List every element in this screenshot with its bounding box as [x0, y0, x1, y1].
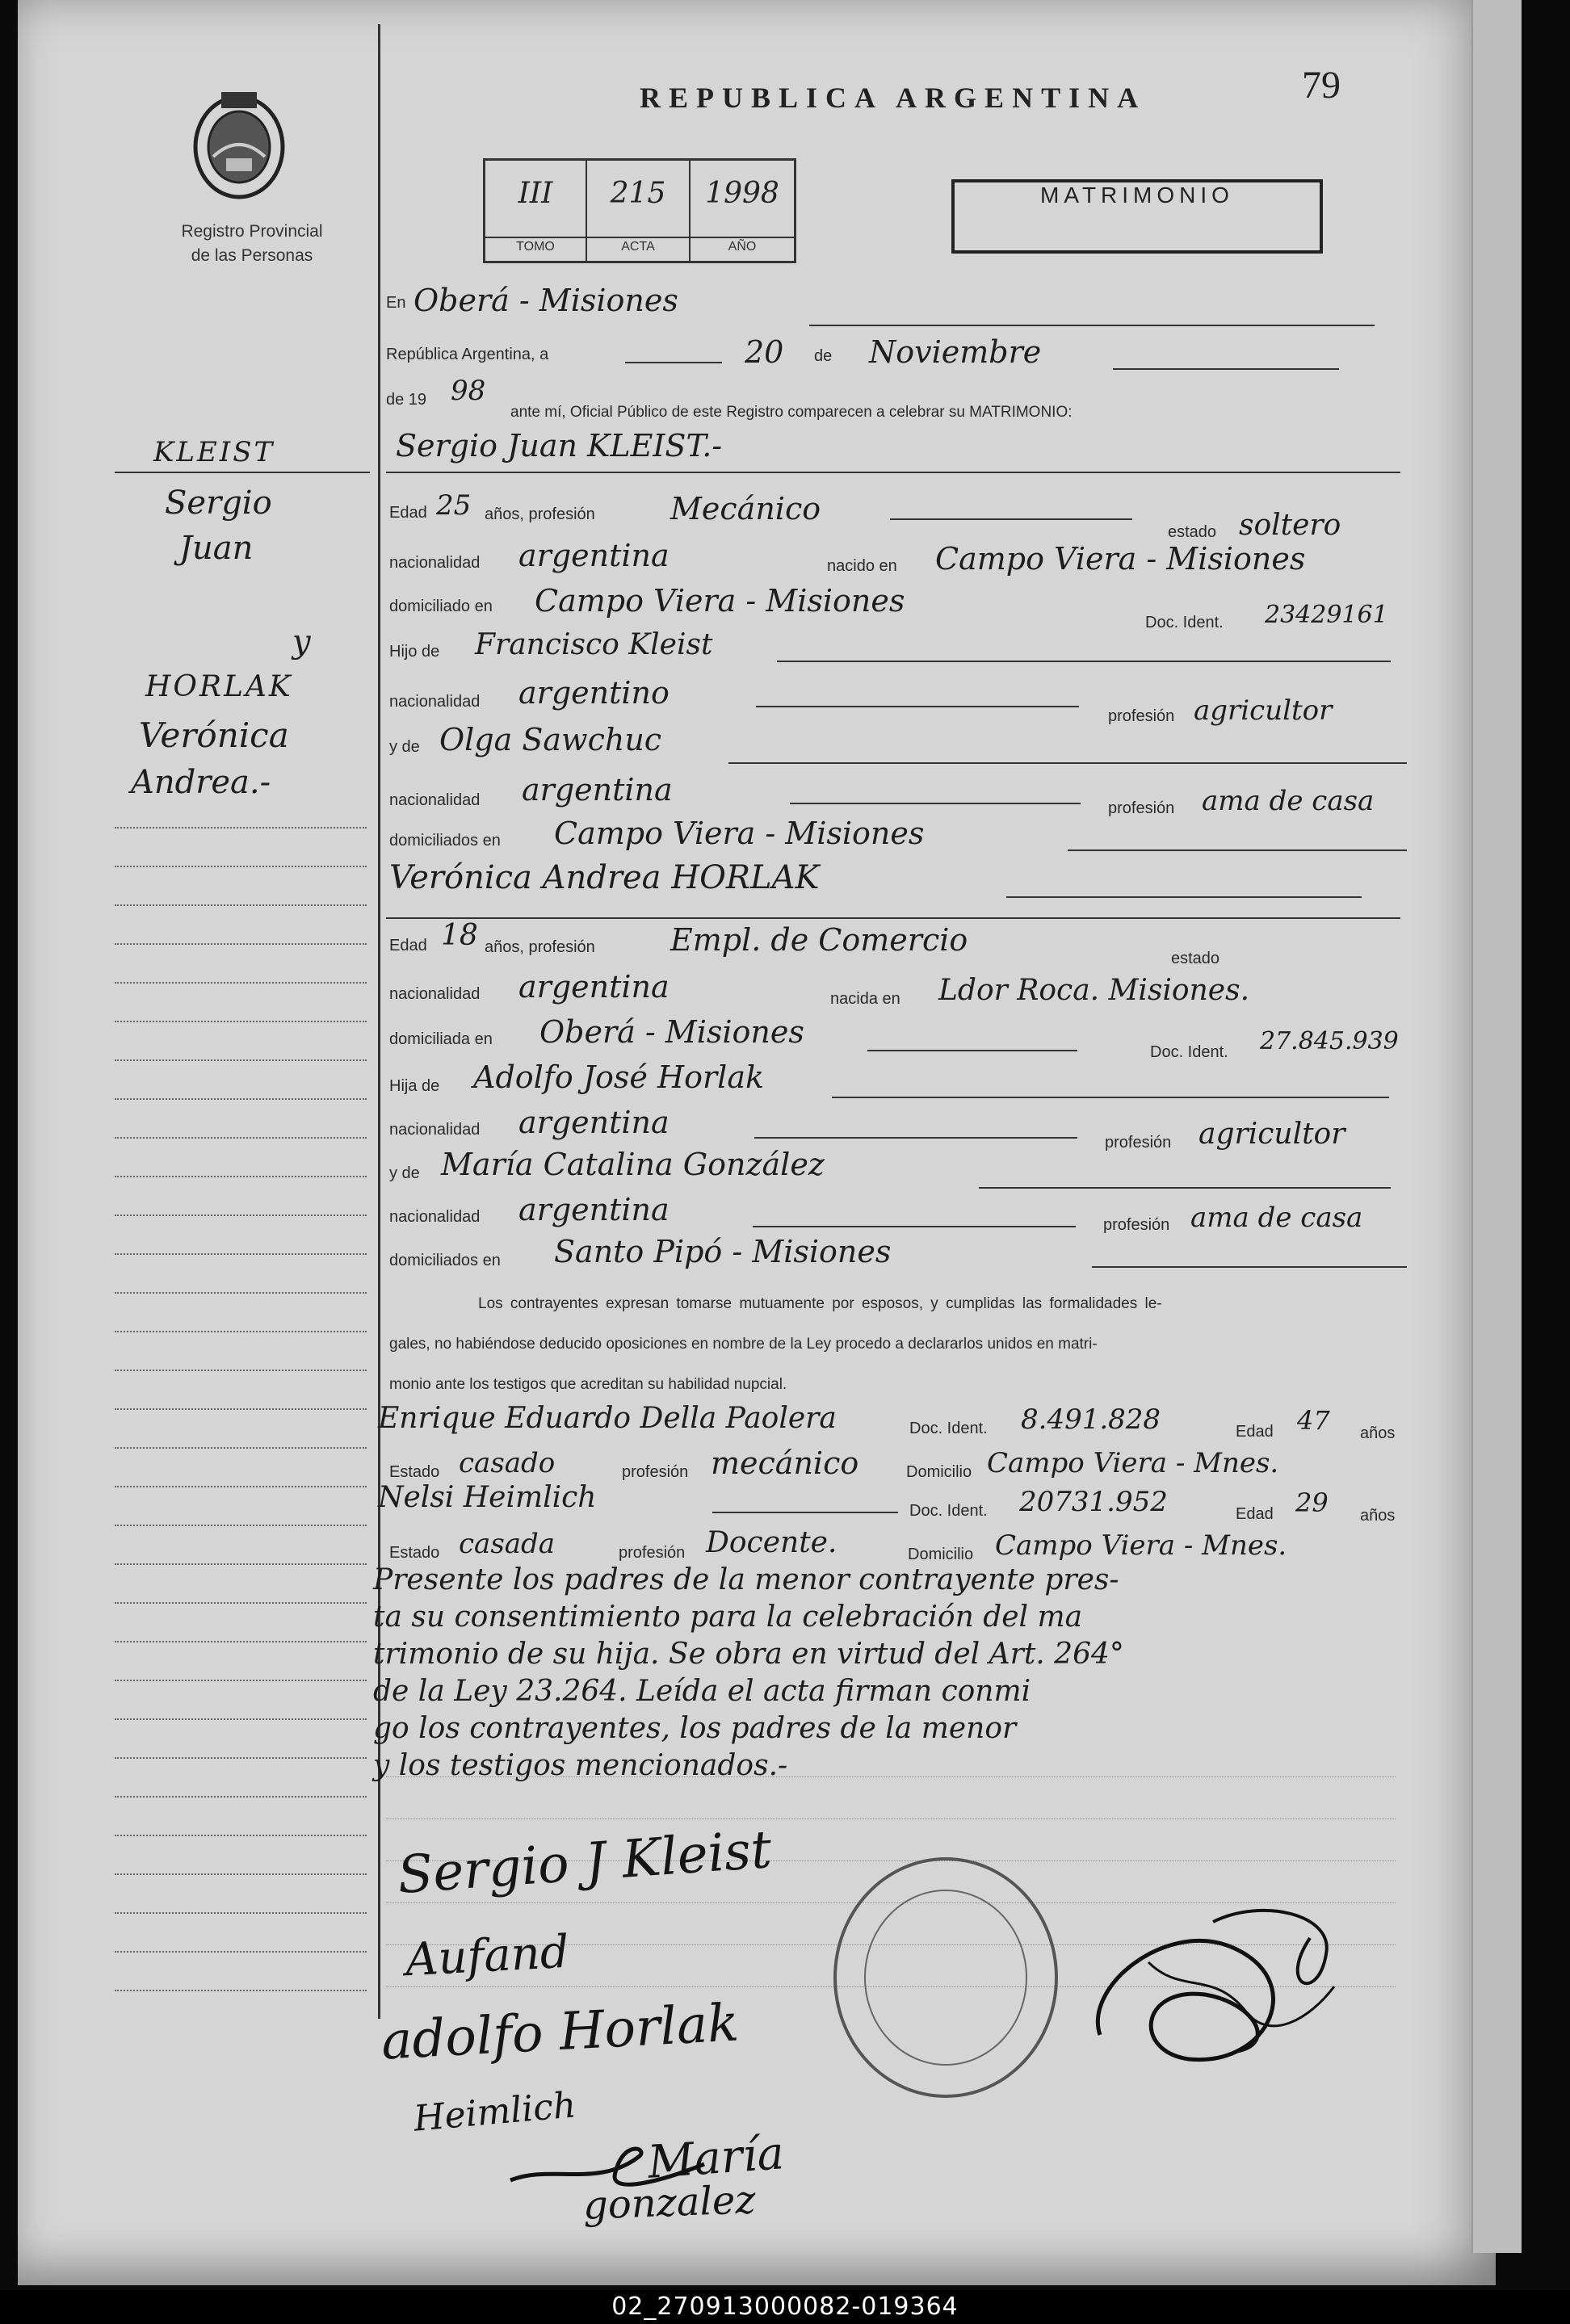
margin-rule-line: [115, 1873, 367, 1875]
fill-line: [979, 1187, 1391, 1189]
fill-line: [867, 1050, 1077, 1051]
fill-line: [1092, 1266, 1407, 1268]
witness2-doc-label: Doc. Ident.: [909, 1502, 988, 1520]
witness1-edad: 47: [1297, 1405, 1330, 1436]
witness1-name: Enrique Eduardo Della Paolera: [378, 1402, 837, 1435]
signature-bride-mother-1: María: [645, 2127, 786, 2189]
signature-bride-mother-2: gonzalez: [582, 2177, 757, 2229]
ceremony-month: Noviembre: [869, 334, 1042, 370]
margin-rule-line: [115, 1912, 367, 1914]
fill-line: [1113, 368, 1339, 370]
groom-madre: Olga Sawchuc: [439, 722, 662, 757]
country-title: REPUBLICA ARGENTINA: [640, 82, 1147, 114]
margin-rule-line: [115, 1757, 367, 1759]
groom-madre-nac: argentina: [522, 772, 673, 808]
groom-padre-prof-label: profesión: [1108, 707, 1175, 725]
margin-rule-line: [115, 1641, 367, 1642]
registry-name: [147, 220, 357, 268]
ceremony-place: Oberá - Misiones: [413, 283, 678, 318]
groom-dom-padres: Campo Viera - Misiones: [554, 816, 925, 851]
en-label: En: [386, 294, 406, 312]
witness2-edad: 29: [1295, 1487, 1329, 1518]
margin-surname-bride: HORLAK: [145, 670, 293, 703]
document-type-box: MATRIMONIO: [951, 179, 1323, 254]
witness2-estado-label: Estado: [389, 1544, 440, 1562]
marginal-note-line: trimonio de su hija. Se obra en virtud del Art. 264°: [373, 1638, 1124, 1671]
margin-given-bride-2: Andrea.-: [131, 764, 271, 801]
groom-madre-prof: ama de casa: [1202, 785, 1375, 817]
fill-line: [756, 706, 1079, 707]
margin-rule-line: [115, 827, 367, 829]
witness2-prof-label: profesión: [619, 1544, 686, 1562]
margin-rule-line: [115, 1486, 367, 1487]
margin-rule: [115, 472, 370, 473]
margin-rule-line: [115, 943, 367, 945]
section-rule: [386, 917, 1400, 919]
marginal-note-line: go los contrayentes, los padres de la menor: [373, 1712, 1017, 1745]
groom-nacido-label: nacido en: [827, 557, 897, 575]
bride-madre-nac-label: nacionalidad: [389, 1208, 481, 1226]
bride-padre-nac-label: nacionalidad: [389, 1121, 481, 1139]
groom-dom-label: domiciliado en: [389, 598, 493, 615]
bride-padre: Adolfo José Horlak: [473, 1059, 765, 1095]
bride-doc-label: Doc. Ident.: [1150, 1043, 1228, 1061]
bride-nac-label: nacionalidad: [389, 985, 481, 1003]
official-stamp-seal: [833, 1857, 1058, 2098]
de-label: de: [814, 347, 833, 365]
groom-nacionalidad: argentina: [518, 538, 670, 573]
fill-line: [890, 518, 1132, 520]
witness2-estado: casada: [459, 1528, 556, 1560]
bride-dom-label: domiciliada en: [389, 1030, 493, 1048]
groom-anos-prof-label: años, profesión: [485, 505, 595, 523]
margin-rule-line: [115, 1176, 367, 1177]
groom-edad: 25: [436, 489, 472, 522]
witness1-prof-label: profesión: [622, 1463, 689, 1481]
anio-cell: [691, 161, 794, 261]
fill-line: [754, 1137, 1077, 1139]
ceremony-day: 20: [745, 334, 784, 370]
bride-dom-padres-label: domiciliados en: [389, 1252, 501, 1269]
official-signature-icon: [1068, 1890, 1350, 2100]
bride-dom-padres: Santo Pipó - Misiones: [554, 1234, 892, 1269]
bride-full-name: Verónica Andrea HORLAK: [389, 859, 820, 896]
signature-groom: Sergio J Kleist: [395, 1819, 774, 1907]
register-page: [18, 0, 1496, 2285]
marginal-note-line: Presente los padres de la menor contrayente pres-: [373, 1563, 1119, 1596]
fill-line: [712, 1512, 898, 1513]
bride-edad: 18: [441, 919, 478, 952]
fill-line: [753, 1226, 1076, 1227]
intro-text: ante mí, Oficial Público de este Registro comparecen a celebrar su MATRIMONIO:: [510, 404, 1073, 421]
bride-estado-label: estado: [1171, 950, 1220, 967]
margin-rule-line: [115, 1098, 367, 1100]
marginal-note-line: y los testigos mencionados.-: [373, 1749, 788, 1782]
bride-domicilio: Oberá - Misiones: [539, 1014, 804, 1050]
witness1-estado-label: Estado: [389, 1463, 440, 1481]
fill-line: [809, 325, 1375, 326]
fill-line: [777, 661, 1391, 662]
year-prefix: de 19: [386, 391, 427, 409]
margin-rule-line: [115, 1718, 367, 1720]
groom-nacido: Campo Viera - Misiones: [935, 541, 1306, 577]
marginal-note-line: ta su consentimiento para la celebración del ma: [373, 1600, 1083, 1634]
provincial-seal-icon: [189, 84, 289, 205]
acta-cell: [587, 161, 691, 261]
signature-witness: Heimlich: [412, 2084, 578, 2140]
witness1-profesion: mecánico: [711, 1445, 859, 1481]
groom-doc: 23429161: [1265, 601, 1388, 629]
witness2-dom-label: Domicilio: [908, 1546, 974, 1563]
margin-given-groom-1: Sergio: [165, 485, 272, 522]
section-rule: [386, 472, 1400, 473]
margin-given-groom-2: Juan: [179, 530, 254, 567]
groom-full-name: Sergio Juan KLEIST.-: [396, 428, 723, 464]
witness1-anos-label: años: [1360, 1424, 1396, 1442]
margin-rule-line: [115, 1292, 367, 1294]
witness1-doc-label: Doc. Ident.: [909, 1420, 988, 1437]
margin-rule-line: [115, 1214, 367, 1216]
signature-bride: Aufand: [404, 1925, 571, 1987]
bride-madre: María Catalina González: [441, 1147, 825, 1182]
groom-yde-label: y de: [389, 738, 420, 756]
page-edge: [1471, 0, 1522, 2253]
bride-padre-prof: agricultor: [1198, 1118, 1345, 1151]
groom-profesion: Mecánico: [670, 491, 821, 526]
fill-line: [728, 762, 1407, 764]
witness2-doc: 20731.952: [1019, 1486, 1168, 1518]
bride-doc: 27.845.939: [1260, 1027, 1399, 1055]
groom-estado-label: estado: [1168, 523, 1217, 541]
margin-conjunction: y: [292, 623, 311, 661]
bride-madre-nac: argentina: [518, 1192, 670, 1227]
bride-madre-prof-label: profesión: [1103, 1216, 1170, 1234]
bride-hija-label: Hija de: [389, 1077, 440, 1095]
bride-nacionalidad: argentina: [518, 969, 670, 1005]
witness1-edad-label: Edad: [1236, 1423, 1274, 1441]
margin-rule-line: [115, 1447, 367, 1449]
registry-line2: de las Personas: [191, 246, 313, 265]
groom-padre: Francisco Kleist: [475, 628, 713, 661]
witness2-anos-label: años: [1360, 1507, 1396, 1525]
republica-label: República Argentina, a: [386, 346, 549, 363]
margin-rule-line: [115, 866, 367, 867]
witness2-name: Nelsi Heimlich: [378, 1481, 597, 1514]
reference-box: [483, 158, 796, 263]
stamp-inner-ring: [864, 1890, 1027, 2066]
bride-madre-prof: ama de casa: [1190, 1202, 1363, 1234]
groom-dom-padres-label: domiciliados en: [389, 832, 501, 849]
margin-rule-line: [115, 1525, 367, 1526]
groom-padre-prof: agricultor: [1194, 694, 1333, 727]
folio-number: 79: [1302, 64, 1341, 107]
margin-rule-line: [115, 1990, 367, 1991]
formula-line2: gales, no habiéndose deducido oposiciones en nombre de la Ley procedo a declararlos unidos en matri-: [389, 1336, 1098, 1353]
groom-nac-label: nacionalidad: [389, 554, 481, 572]
groom-edad-label: Edad: [389, 504, 427, 522]
anio-value: 1998: [705, 177, 779, 210]
margin-rule-line: [115, 1137, 367, 1139]
groom-estado: soltero: [1239, 509, 1341, 542]
margin-rule-line: [115, 1796, 367, 1798]
tomo-value: III: [518, 177, 553, 210]
margin-rule-line: [115, 1059, 367, 1061]
groom-padre-nac-label: nacionalidad: [389, 693, 481, 711]
anio-label: AÑO: [691, 237, 794, 254]
margin-rule-line: [115, 1835, 367, 1836]
bride-nacida: Ldor Roca. Misiones.: [938, 974, 1250, 1007]
margin-rule-line: [115, 982, 367, 984]
bride-anos-prof-label: años, profesión: [485, 938, 595, 956]
groom-hijo-label: Hijo de: [389, 643, 440, 661]
formula-line3: monio ante los testigos que acreditan su habilidad nupcial.: [389, 1376, 787, 1393]
margin-rule-line: [115, 1331, 367, 1332]
margin-rule-line: [115, 1253, 367, 1255]
margin-rule-line: [115, 1563, 367, 1565]
fill-line: [1068, 849, 1407, 851]
marginal-note-line: de la Ley 23.264. Leída el acta firman conmi: [373, 1675, 1031, 1708]
witness2-profesion: Docente.: [706, 1526, 837, 1559]
bride-edad-label: Edad: [389, 937, 427, 954]
bride-padre-nac: argentina: [518, 1105, 670, 1140]
margin-rule-line: [115, 1951, 367, 1953]
tomo-label: TOMO: [485, 237, 586, 254]
margin-surname-groom: KLEIST: [153, 436, 275, 468]
acta-value: 215: [610, 177, 666, 210]
margin-given-bride-1: Verónica: [139, 715, 289, 755]
bride-yde-label: y de: [389, 1164, 420, 1182]
bride-nacida-label: nacida en: [830, 990, 900, 1008]
witness2-edad-label: Edad: [1236, 1505, 1274, 1523]
witness1-doc: 8.491.828: [1021, 1403, 1161, 1436]
acta-label: ACTA: [587, 237, 689, 254]
witness1-domicilio: Campo Viera - Mnes.: [987, 1447, 1279, 1479]
image-identifier: 02_270913000082-019364: [0, 2290, 1570, 2324]
fill-line: [1006, 896, 1362, 898]
margin-rule-line: [115, 1680, 367, 1681]
formula-line1: Los contrayentes expresan tomarse mutuamente por esposos, y cumplidas las formalidades le-: [478, 1295, 1162, 1312]
margin-rule-line: [115, 1602, 367, 1604]
groom-madre-nac-label: nacionalidad: [389, 791, 481, 809]
groom-doc-label: Doc. Ident.: [1145, 614, 1224, 631]
ceremony-year: 98: [451, 375, 486, 407]
witness2-domicilio: Campo Viera - Mnes.: [995, 1529, 1287, 1562]
tomo-cell: [485, 161, 587, 261]
fill-line: [790, 803, 1081, 804]
witness1-dom-label: Domicilio: [906, 1463, 972, 1481]
groom-padre-nac: argentino: [518, 675, 670, 711]
registry-line1: Registro Provincial: [181, 222, 323, 241]
margin-rule-line: [115, 1370, 367, 1371]
bride-padre-prof-label: profesión: [1105, 1134, 1172, 1152]
fill-line: [625, 362, 722, 363]
groom-madre-prof-label: profesión: [1108, 799, 1175, 817]
margin-rule-line: [115, 1408, 367, 1410]
witness1-estado: casado: [459, 1447, 556, 1479]
signature-bride-father: adolfo Horlak: [380, 1993, 741, 2072]
fill-line: [832, 1097, 1389, 1098]
margin-rule-line: [115, 1021, 367, 1022]
margin-rule-line: [115, 904, 367, 906]
groom-domicilio: Campo Viera - Misiones: [535, 583, 905, 619]
signature-scribble-icon: [502, 2132, 712, 2196]
bride-profesion: Empl. de Comercio: [670, 922, 968, 958]
